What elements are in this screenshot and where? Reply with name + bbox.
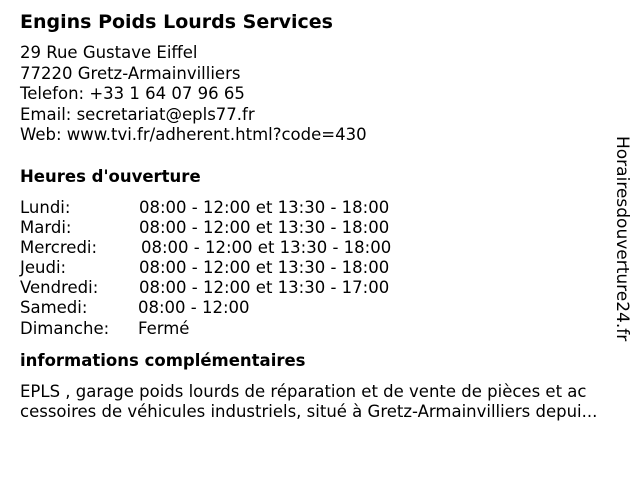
address-line-1: 29 Rue Gustave Eiffel	[20, 43, 198, 62]
site-watermark: Horairesdouverture24.fr	[612, 136, 632, 342]
day-label: Samedi:	[20, 298, 88, 318]
contact-block	[20, 43, 620, 146]
time-value: 08:00 - 12:00 et 13:30 - 18:00	[141, 237, 392, 257]
day-label: Jeudi:	[20, 258, 67, 278]
web-line: Web: www.tvi.fr/adherent.html?code=430	[20, 125, 367, 144]
day-label: Mercredi:	[20, 237, 98, 257]
info-description	[20, 382, 632, 423]
hours-table	[20, 198, 620, 339]
phone-line: Telefon: +33 1 64 07 96 65	[20, 84, 245, 103]
address-line-2: 77220 Gretz-Armainvilliers	[20, 63, 241, 83]
info-line-2: cessoires de véhicules industriels, situé à Gretz-Armainvilliers depui...	[20, 402, 598, 422]
hours-row-friday	[20, 278, 620, 298]
business-card	[20, 10, 620, 423]
hours-row-wednesday	[20, 238, 620, 258]
hours-row-saturday	[20, 298, 620, 318]
email-line: Email: secretariat@epls77.fr	[20, 104, 255, 124]
day-label: Lundi:	[20, 197, 71, 217]
day-label: Mardi:	[20, 217, 72, 237]
time-value: 08:00 - 12:00 et 13:30 - 18:00	[139, 217, 390, 237]
info-line-1: EPLS , garage poids lourds de réparation et de vente de pièces et ac	[20, 381, 587, 401]
time-value: 08:00 - 12:00 et 13:30 - 18:00	[139, 197, 390, 217]
hours-row-monday	[20, 198, 620, 218]
hours-row-tuesday	[20, 218, 620, 238]
time-value: 08:00 - 12:00 et 13:30 - 17:00	[139, 278, 390, 298]
time-value: 08:00 - 12:00 et 13:30 - 18:00	[139, 258, 390, 278]
time-value: Fermé	[138, 318, 190, 338]
info-title: informations complémentaires	[20, 350, 306, 370]
hours-row-thursday	[20, 258, 620, 278]
day-label: Vendredi:	[20, 278, 99, 298]
time-value: 08:00 - 12:00	[138, 298, 250, 318]
hours-row-sunday	[20, 319, 620, 339]
business-name: Engins Poids Lourds Services	[20, 11, 333, 33]
hours-title: Heures d'ouverture	[20, 166, 201, 186]
day-label: Dimanche:	[20, 318, 110, 338]
